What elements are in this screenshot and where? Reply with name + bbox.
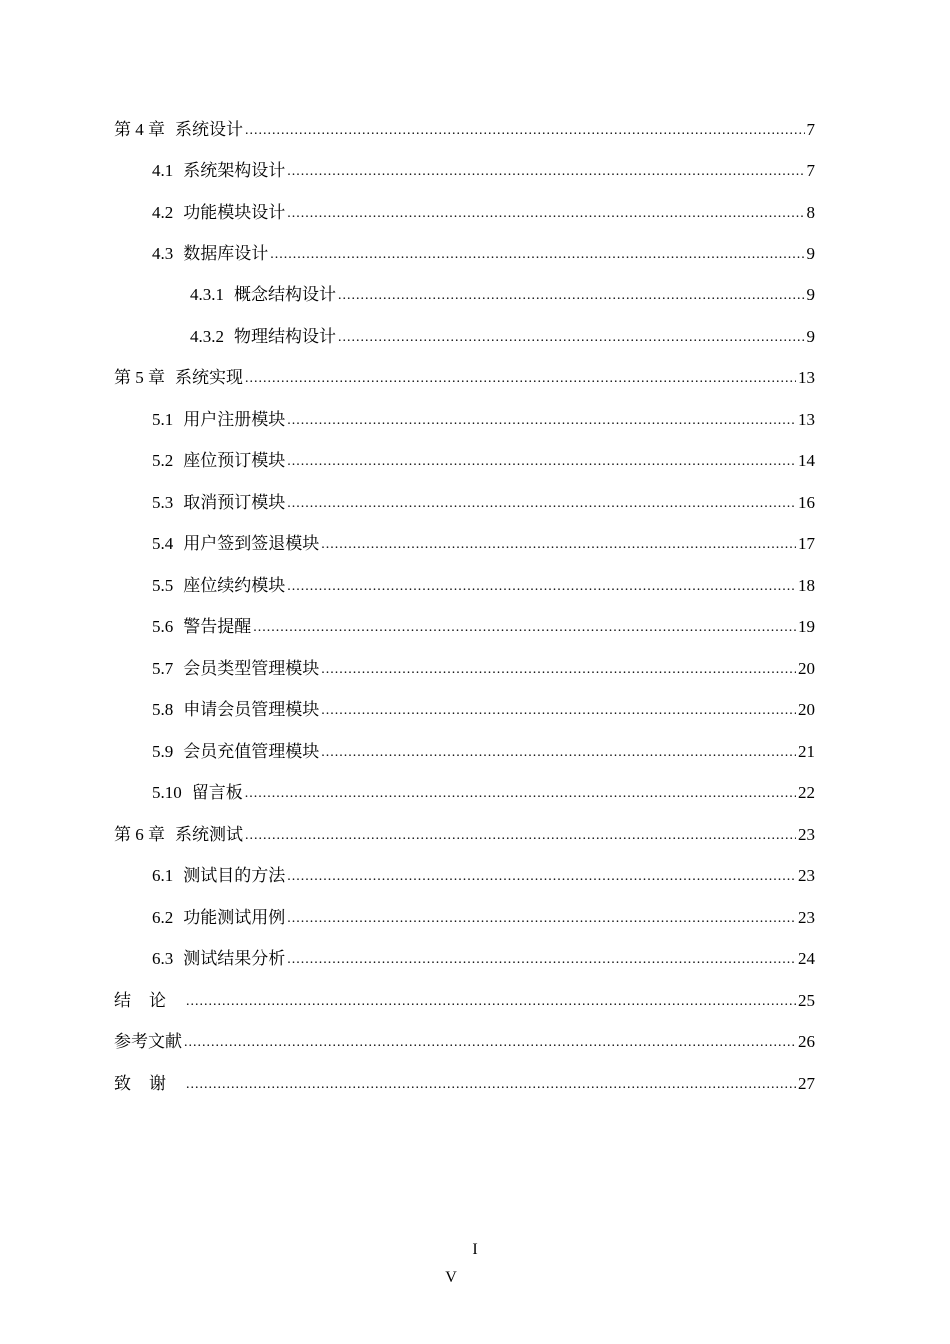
entry-title: 座位续约模块 [183,576,286,595]
entry-number: 第 4 章 [114,120,165,139]
entry-number: 5.5 [152,576,174,595]
entry-title: 测试目的方法 [183,866,286,885]
toc-entry-chapter-6[interactable] [114,823,815,847]
entry-page-number: 25 [798,991,815,1010]
dot-leader [184,1031,796,1055]
page-number-line-1: I [472,1241,478,1258]
entry-page-number: 7 [806,161,815,180]
dot-leader [321,533,796,557]
dot-leader [338,284,805,308]
dot-leader [270,243,804,267]
toc-entry-4-3-2[interactable] [190,325,815,349]
entry-number: 4.2 [152,203,174,222]
toc-entry-6-2[interactable] [152,906,815,930]
entry-title: 致谢 [114,1074,184,1093]
dot-leader [287,160,804,184]
toc-entry-5-4[interactable] [152,532,815,556]
entry-title: 系统架构设计 [183,161,286,180]
entry-title: 会员类型管理模块 [183,659,320,678]
entry-number: 5.3 [152,493,174,512]
toc-entry-4-3-1[interactable] [190,283,815,307]
dot-leader [287,865,796,889]
entry-page-number: 21 [798,742,815,761]
toc-entry-6-1[interactable] [152,864,815,888]
entry-title: 用户注册模块 [183,410,286,429]
entry-title: 功能测试用例 [183,908,286,927]
dot-leader [186,990,796,1014]
entry-title: 系统设计 [175,120,243,139]
entry-page-number: 9 [806,285,815,304]
toc-entry-references[interactable] [114,1030,815,1054]
toc-entry-4-1[interactable] [152,159,815,183]
dot-leader [287,575,796,599]
toc-entry-6-3[interactable] [152,947,815,971]
entry-page-number: 9 [806,327,815,346]
entry-number: 5.8 [152,700,174,719]
toc-entry-5-9[interactable] [152,740,815,764]
dot-leader [186,1073,796,1097]
entry-title: 测试结果分析 [183,949,286,968]
page-number-line-2: V [445,1269,457,1286]
dot-leader [245,782,796,806]
toc-entry-5-10[interactable] [152,781,815,805]
entry-title: 结论 [114,991,184,1010]
entry-page-number: 20 [798,659,815,678]
entry-title: 数据库设计 [183,244,269,263]
entry-page-number: 13 [798,410,815,429]
toc-entry-5-2[interactable] [152,449,815,473]
entry-title: 用户签到签退模块 [183,534,320,553]
dot-leader [321,658,796,682]
entry-title: 取消预订模块 [183,493,286,512]
entry-page-number: 20 [798,700,815,719]
entry-title: 概念结构设计 [234,285,336,304]
toc-entry-5-1[interactable] [152,408,815,432]
entry-title: 座位预订模块 [183,451,286,470]
entry-page-number: 18 [798,576,815,595]
entry-number: 6.3 [152,949,174,968]
entry-number: 5.2 [152,451,174,470]
toc-entry-4-2[interactable] [152,201,815,225]
entry-page-number: 23 [798,825,815,844]
entry-number: 5.7 [152,659,174,678]
toc-entry-chapter-4[interactable] [114,118,815,142]
dot-leader [287,948,796,972]
toc-entry-5-6[interactable] [152,615,815,639]
dot-leader [245,367,796,391]
dot-leader [287,492,796,516]
entry-page-number: 14 [798,451,815,470]
dot-leader [287,409,796,433]
entry-number: 4.3.2 [190,327,224,346]
entry-number: 4.3.1 [190,285,224,304]
entry-number: 第 5 章 [114,368,165,387]
dot-leader [287,450,796,474]
toc-entry-5-5[interactable] [152,574,815,598]
dot-leader [245,119,805,143]
entry-number: 6.2 [152,908,174,927]
dot-leader [245,824,796,848]
entry-page-number: 26 [798,1032,815,1051]
dot-leader [338,326,805,350]
dot-leader [287,907,796,931]
entry-page-number: 27 [798,1074,815,1093]
entry-title: 留言板 [191,783,243,802]
entry-page-number: 22 [798,783,815,802]
entry-page-number: 16 [798,493,815,512]
entry-title: 系统实现 [175,368,243,387]
dot-leader [321,741,796,765]
entry-number: 5.9 [152,742,174,761]
dot-leader [287,202,804,226]
entry-number: 5.4 [152,534,174,553]
toc-entry-5-8[interactable] [152,698,815,722]
entry-number: 5.10 [152,783,182,802]
entry-page-number: 17 [798,534,815,553]
entry-page-number: 23 [798,908,815,927]
toc-entry-4-3[interactable] [152,242,815,266]
entry-page-number: 24 [798,949,815,968]
entry-title: 系统测试 [175,825,243,844]
entry-title: 功能模块设计 [183,203,286,222]
toc-entry-acknowledgements[interactable] [114,1072,815,1096]
entry-title: 警告提醒 [183,617,252,636]
entry-title: 申请会员管理模块 [183,700,320,719]
entry-number: 5.1 [152,410,174,429]
entry-number: 第 6 章 [114,825,165,844]
entry-page-number: 7 [806,120,815,139]
entry-title: 物理结构设计 [234,327,336,346]
dot-leader [321,699,796,723]
entry-number: 5.6 [152,617,174,636]
entry-number: 6.1 [152,866,174,885]
entry-number: 4.1 [152,161,174,180]
toc-entry-5-3[interactable] [152,491,815,515]
entry-page-number: 9 [806,244,815,263]
entry-title: 会员充值管理模块 [183,742,320,761]
entry-title: 参考文献 [114,1032,182,1051]
entry-page-number: 13 [798,368,815,387]
entry-page-number: 8 [806,203,815,222]
entry-number: 4.3 [152,244,174,263]
toc-entry-conclusion[interactable] [114,989,815,1013]
dot-leader [253,616,796,640]
toc-entry-chapter-5[interactable] [114,366,815,390]
entry-page-number: 19 [798,617,815,636]
toc-entry-5-7[interactable] [152,657,815,681]
entry-page-number: 23 [798,866,815,885]
